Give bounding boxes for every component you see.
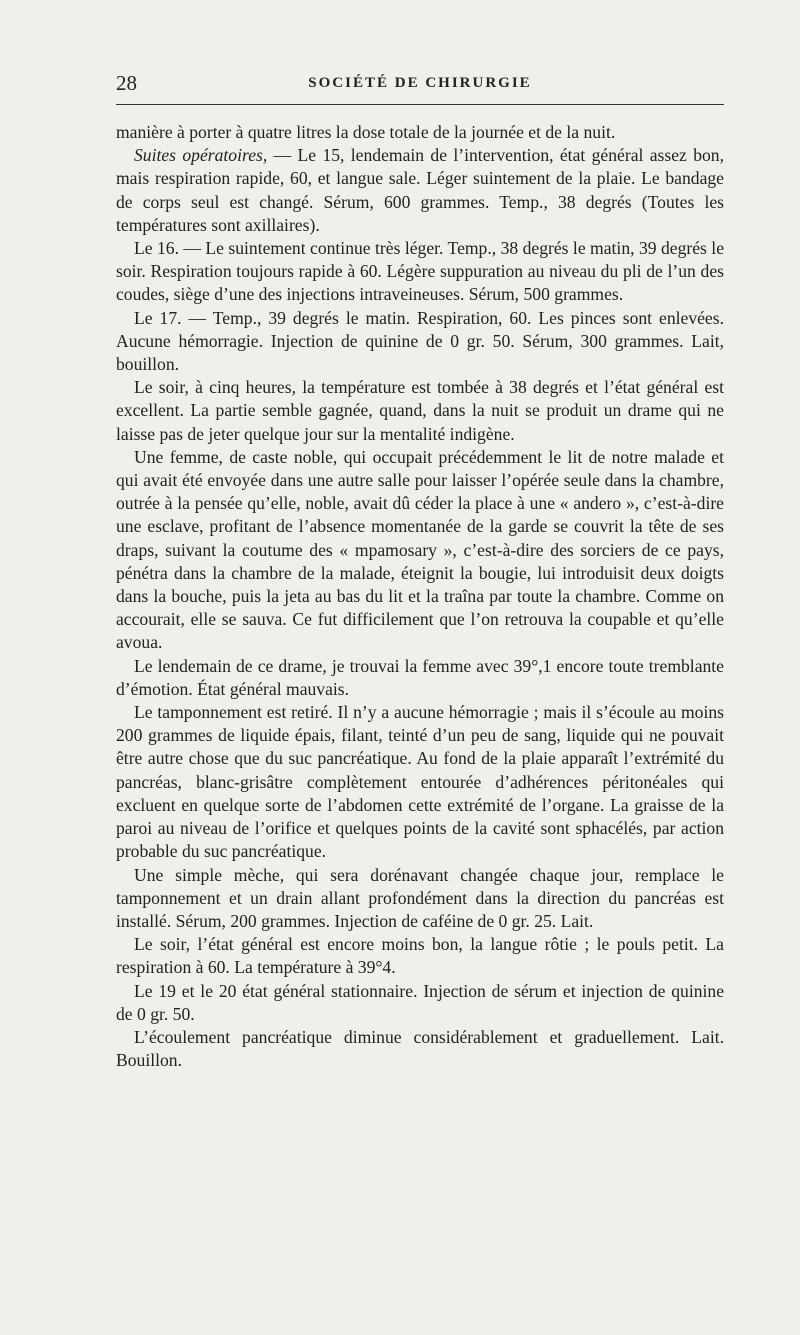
paragraph-text: Une femme, de caste noble, qui occupait précédemment le lit de notre malade et qui avait été envoyée dans une autre salle pour laisser l’opérée seule dans la chambre, outrée à la pensée qu’elle, noble, avait dû céder la place à une « andero », c’est-à-dire une esclave, profitant de l’absence momentanée de la garde se couvrit la tête de ses draps, suivant la coutume des « mpamosary », c’est-à-dire des sorciers de ce pays, pénétra dans la chambre de la malade, éteignit la bougie, lui introduisit deux doigts dans la bouche, puis la jeta au bas du lit et la traîna par toute la chambre. Comme on accourait, elle se sauva. Ce fut difficilement que l’on retrouva la coupable et qu’elle avoua. bbox=[116, 446, 724, 653]
header-rule bbox=[116, 104, 724, 105]
paragraph-text: Une simple mèche, qui sera dorénavant changée chaque jour, remplace le tamponnement et un drain allant profondément dans la direction du pancréas est installé. Sérum, 200 grammes. Injection de caféine de 0 gr. 25. Lait. bbox=[116, 864, 724, 931]
running-title: SOCIÉTÉ DE CHIRURGIE bbox=[308, 75, 532, 91]
paragraph-text: Le tamponnement est retiré. Il n’y a aucune hémorragie ; mais il s’écoule au moins 200 grammes de liquide épais, filant, teinté d’un peu de sang, liquide qui ne pouvait être autre chose que du suc pancréatique. Au fond de la plaie apparaît l’extrémité du pancréas, blanc-grisâtre complètement entourée d’adhérences péritonéales qui excluent en quelque sorte de l’abdomen cette extrémité de l’organe. La graisse de la paroi au niveau de l’orifice et quelques points de la cavité sont sphacélés, par action probable du suc pancréatique. bbox=[116, 702, 724, 862]
paragraph bbox=[116, 655, 724, 701]
paragraph-text: Le 17. — Temp., 39 degrés le matin. Respiration, 60. Les pinces sont enlevées. Aucune hémorragie. Injection de quinine de 0 gr. 50. Sérum, 300 grammes. Lait, bouillon. bbox=[116, 307, 724, 375]
paragraph bbox=[116, 121, 724, 144]
paragraph bbox=[116, 701, 724, 863]
paragraph bbox=[116, 376, 724, 446]
page-header bbox=[116, 68, 724, 98]
paragraph bbox=[116, 144, 724, 237]
page-number: 28 bbox=[116, 71, 137, 95]
paragraph bbox=[116, 933, 724, 979]
body-text bbox=[116, 121, 724, 1072]
paragraph-text: Le 19 et le 20 état général stationnaire. Injection de sérum et injection de quinine de 0 gr. 50. bbox=[116, 980, 724, 1024]
paragraph bbox=[116, 237, 724, 307]
paragraph bbox=[116, 980, 724, 1026]
paragraph-text: Le soir, à cinq heures, la température est tombée à 38 degrés et l’état général est excellent. La partie semble gagnée, quand, dans la nuit se produit un drame qui ne laisse pas de jeter quelque jour sur la mentalité indigène. bbox=[116, 377, 724, 444]
paragraph bbox=[116, 864, 724, 934]
paragraph bbox=[116, 1026, 724, 1072]
paragraph-text: Le lendemain de ce drame, je trouvai la femme avec 39°,1 encore toute tremblante d’émotion. État général mauvais. bbox=[116, 655, 724, 699]
paragraph bbox=[116, 307, 724, 377]
paragraph-text: L’écoulement pancréatique diminue considérablement et graduellement. Lait. Bouillon. bbox=[116, 1026, 724, 1071]
paragraph-text: manière à porter à quatre litres la dose totale de la journée et de la nuit. bbox=[116, 122, 616, 142]
paragraph-text: Le 16. — Le suintement continue très léger. Temp., 38 degrés le matin, 39 degrés le soir. Respiration toujours rapide à 60. Légère suppuration au niveau du pli de l’un des coudes, siège d’une des injections intraveineuses. Sérum, 500 grammes. bbox=[116, 238, 724, 305]
paragraph-text: — Le 15, lendemain de l’intervention, état général assez bon, mais respiration rapide, 60, et langue sale. Léger suintement de la plaie. Le bandage de corps seul est changé. Sérum, 600 grammes. Temp., 38 degrés (Toutes les températures sont axillaires). bbox=[116, 145, 724, 235]
paragraph-text: Le soir, l’état général est encore moins bon, la langue rôtie ; le pouls petit. La respiration à 60. La température à 39°4. bbox=[116, 934, 724, 978]
paragraph bbox=[116, 446, 724, 655]
section-heading: Suites opératoires, bbox=[134, 145, 268, 166]
